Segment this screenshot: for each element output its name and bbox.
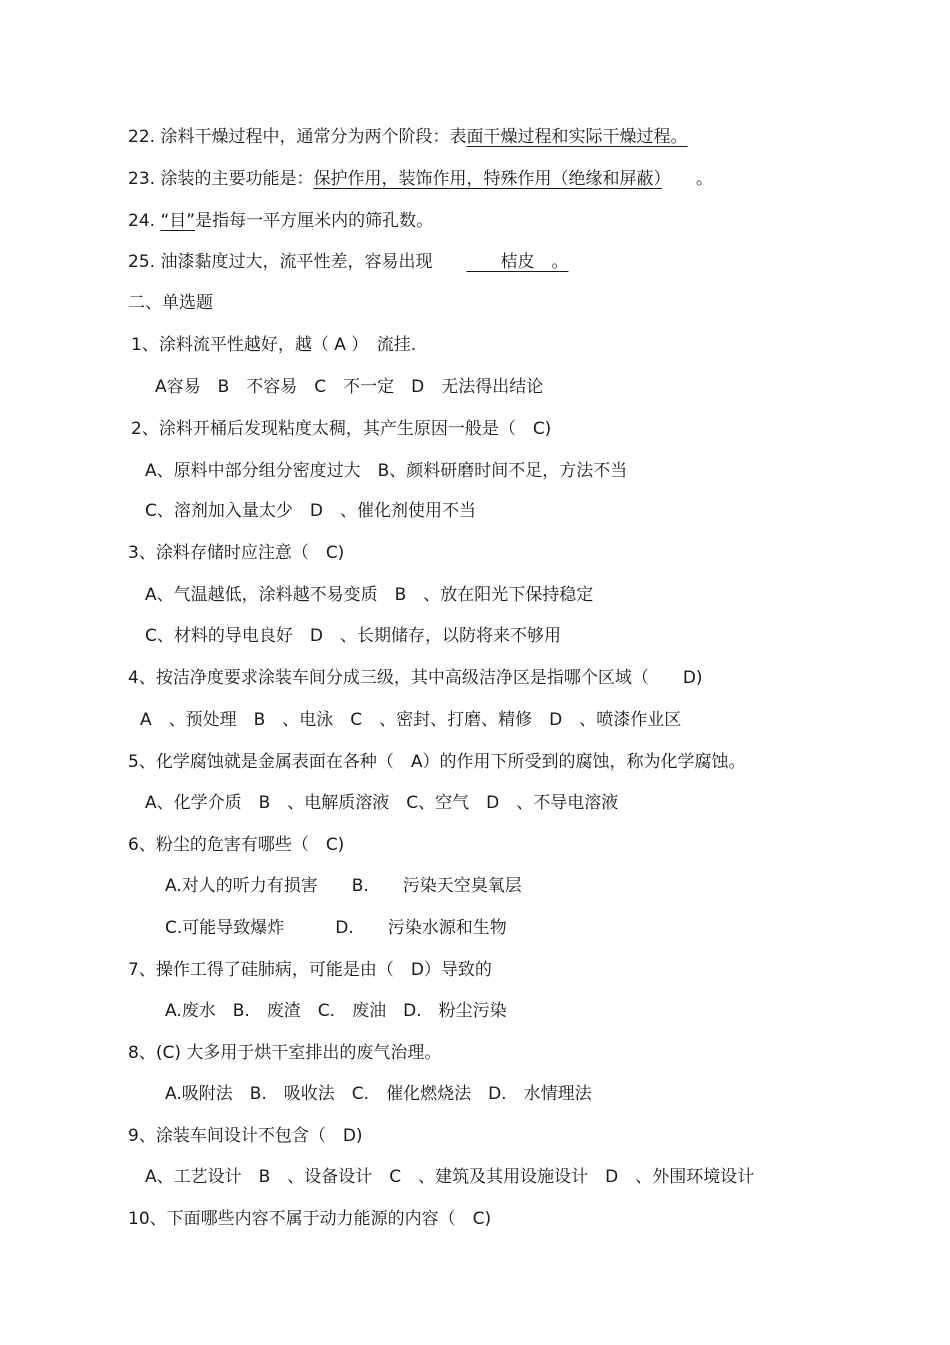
question-text: 涂料干燥过程中，通常分为两个阶段：表 (160, 127, 467, 147)
fill-item-24 (128, 210, 433, 232)
question-6-options-row-1: A.对人的听力有损害 B. 污染天空臭氧层 (165, 876, 522, 896)
question-7-options: A.废水 B. 废渣 C. 废油 D. 粉尘污染 (165, 1001, 507, 1021)
question-8-options: A.吸附法 B. 吸收法 C. 催化燃烧法 D. 水情理法 (165, 1084, 592, 1104)
question-text-tail: 是指每一平方厘米内的筛孔数。 (195, 211, 434, 231)
answer-blank: 保护作用，装饰作用，特殊作用（绝缘和屏蔽） (313, 169, 662, 189)
question-3-options-row-2: C、材料的导电良好 D 、长期储存，以防将来不够用 (145, 626, 561, 646)
answer-blank: “目” (160, 211, 196, 231)
section-title: 二、单选题 (128, 293, 213, 313)
item-number: 23. (128, 169, 156, 189)
fill-item-25 (128, 251, 568, 273)
question-1: 1、涂料流平性越好，越（ A ） 流挂. (131, 335, 417, 355)
question-2-options-row-2: C、溶剂加入量太少 D 、催化剂使用不当 (145, 501, 476, 521)
question-3-options-row-1: A、气温越低，涂料越不易变质 B 、放在阳光下保持稳定 (145, 585, 594, 605)
question-9: 9、涂装车间设计不包含（ D) (128, 1126, 363, 1146)
item-number: 22. (128, 127, 156, 147)
question-2: 2、涂料开桶后发现粘度太稠，其产生原因一般是（ C) (131, 419, 552, 439)
question-4: 4、按洁净度要求涂装车间分成三级，其中高级洁净区是指哪个区域（ D) (128, 668, 703, 688)
question-8: 8、(C) 大多用于烘干室排出的废气治理。 (128, 1043, 442, 1063)
question-10: 10、下面哪些内容不属于动力能源的内容（ C) (128, 1209, 492, 1229)
question-6-options-row-2: C.可能导致爆炸 D. 污染水源和生物 (165, 918, 507, 938)
fill-item-22 (128, 126, 687, 148)
question-text-tail: 。 (661, 169, 713, 189)
answer-blank: 面干燥过程和实际干燥过程。 (466, 127, 688, 147)
answer-blank: 桔皮 。 (466, 252, 569, 272)
question-3: 3、涂料存储时应注意（ C) (128, 543, 345, 563)
question-5: 5、化学腐蚀就是金属表面在各种（ A）的作用下所受到的腐蚀，称为化学腐蚀。 (128, 752, 746, 772)
question-7: 7、操作工得了硅肺病，可能是由（ D）导致的 (128, 960, 492, 980)
item-number: 24. (128, 211, 156, 231)
question-text: 涂装的主要功能是： (160, 169, 314, 189)
fill-item-23 (128, 168, 713, 190)
question-text: 油漆黏度过大，流平性差，容易出现 (160, 252, 433, 272)
question-9-options: A、工艺设计 B 、设备设计 C 、建筑及其用设施设计 D 、外围环境设计 (145, 1167, 755, 1187)
question-2-options-row-1: A、原料中部分组分密度过大 B、颜料研磨时间不足，方法不当 (145, 461, 628, 481)
question-5-options: A、化学介质 B 、电解质溶液 C、空气 D 、不导电溶液 (145, 793, 619, 813)
question-6: 6、粉尘的危害有哪些（ C) (128, 835, 345, 855)
question-4-options: A 、预处理 B 、电泳 C 、密封、打磨、精修 D 、喷漆作业区 (140, 710, 682, 730)
item-number: 25. (128, 252, 156, 272)
question-1-options: A容易 B 不容易 C 不一定 D 无法得出结论 (155, 377, 544, 397)
